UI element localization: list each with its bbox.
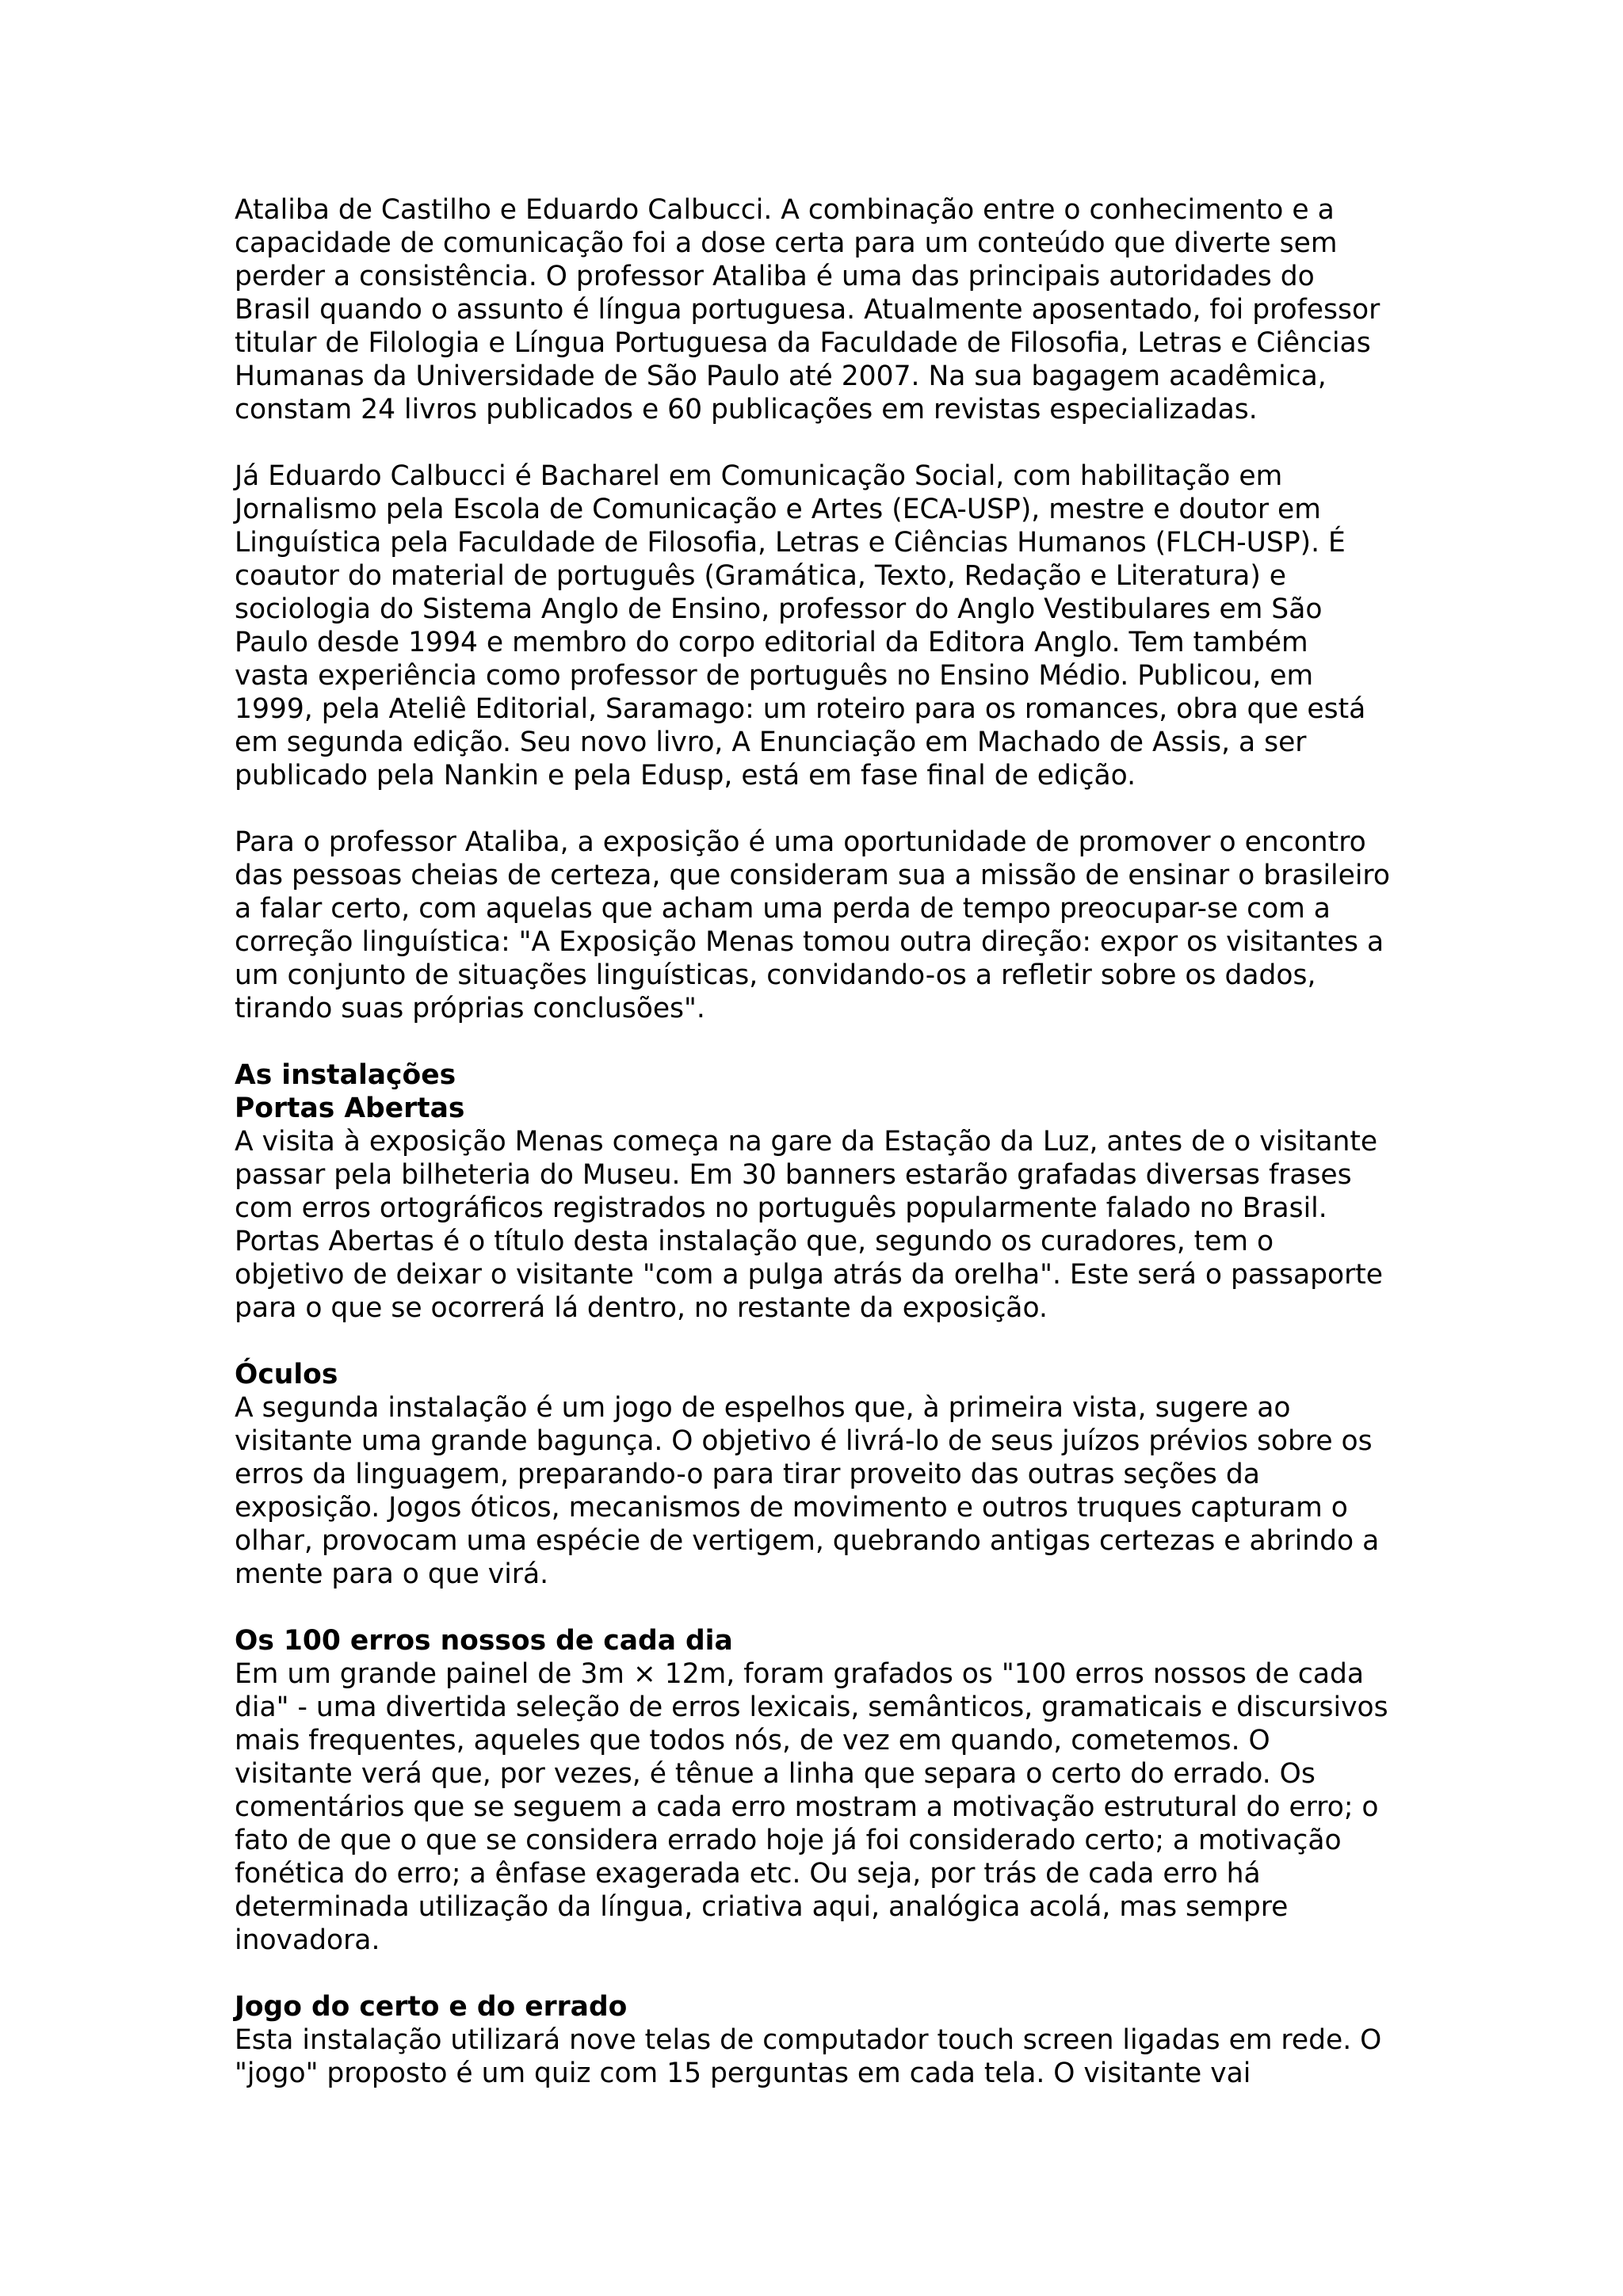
portas-abertas-text: A visita à exposição Menas começa na gare da Estação da Luz, antes de o visitante passar pela bilheteria do Museu. Em 30 banners estarão grafadas diversas frases com erros ortográficos registrados no português popularmente falado no Brasil. Portas Abertas é o título desta instalação que, segundo os curadores, tem o objetivo de deixar o visitante "com a pulga atrás da orelha". Este será o passaporte para o que se ocorrerá lá dentro, no restante da exposição. bbox=[235, 1126, 1384, 1324]
portas-abertas-heading: Portas Abertas bbox=[235, 1093, 465, 1124]
ataliba-paragraph: Para o professor Ataliba, a exposição é uma oportunidade de promover o encontro das pessoas cheias de certeza, que consideram sua a missão de ensinar o brasileiro a falar certo, com aquelas que acham uma perda de tempo preocupar-se com a correção linguística: "A Exposição Menas tomou outra direção: expor os visitantes a um conjunto de situações linguísticas, convidando-os a refletir sobre os dados, tirando suas próprias conclusões". bbox=[235, 826, 1390, 1024]
oculos-text: A segunda instalação é um jogo de espelhos que, à primeira vista, sugere ao visitante uma grande bagunça. O objetivo é livrá-lo de seus juízos prévios sobre os erros da linguagem, preparando-o para tirar proveito das outras seções da exposição. Jogos óticos, mecanismos de movimento e outros truques capturam o olhar, provocam uma espécie de vertigem, quebrando antigas certezas e abrindo a mente para o que virá. bbox=[235, 1392, 1380, 1590]
jogo-text: Esta instalação utilizará nove telas de computador touch screen ligadas em rede. O "jogo" proposto é um quiz com 15 perguntas em cada tela. O visitante vai bbox=[235, 2024, 1382, 2089]
jogo-heading: Jogo do certo e do errado bbox=[235, 1991, 628, 2023]
calbucci-paragraph: Já Eduardo Calbucci é Bacharel em Comunicação Social, com habilitação em Jornalismo pela Escola de Comunicação e Artes (ECA-USP), mestre e doutor em Linguística pela Faculdade de Filosofia, Letras e Ciências Humanos (FLCH-USP). É coautor do material de português (Gramática, Texto, Redação e Literatura) e sociologia do Sistema Anglo de Ensino, professor do Anglo Vestibulares em São Paulo desde 1994 e membro do corpo editorial da Editora Anglo. Tem também vasta experiência como professor de português no Ensino Médio. Publicou, em 1999, pela Ateliê Editorial, Saramago: um roteiro para os romances, obra que está em segunda edição. Seu novo livro, A Enunciação em Machado de Assis, a ser publicado pela Nankin e pela Edusp, está em fase final de edição. bbox=[235, 460, 1366, 791]
installations-section bbox=[235, 1058, 1407, 2090]
cem-erros-heading: Os 100 erros nossos de cada dia bbox=[235, 1625, 733, 1657]
intro-paragraph: Ataliba de Castilho e Eduardo Calbucci. A combinação entre o conhecimento e a capacidade de comunicação foi a dose certa para um conteúdo que diverte sem perder a consistência. O professor Ataliba é uma das principais autoridades do Brasil quando o assunto é língua portuguesa. Atualmente aposentado, foi professor titular de Filologia e Língua Portuguesa da Faculdade de Filosofia, Letras e Ciências Humanas da Universidade de São Paulo até 2007. Na sua bagagem acadêmica, constam 24 livros publicados e 60 publicações em revistas especializadas. bbox=[235, 194, 1381, 425]
document-page bbox=[235, 193, 1407, 2090]
cem-erros-text: Em um grande painel de 3m × 12m, foram grafados os "100 erros nossos de cada dia" - uma divertida seleção de erros lexicais, semânticos, gramaticais e discursivos mais frequentes, aqueles que todos nós, de vez em quando, cometemos. O visitante verá que, por vezes, é tênue a linha que separa o certo do errado. Os comentários que se seguem a cada erro mostram a motivação estrutural do erro; o fato de que o que se considera errado hoje já foi considerado certo; a motivação fonética do erro; a ênfase exagerada etc. Ou seja, por trás de cada erro há determinada utilização da língua, criativa aqui, analógica acolá, mas sempre inovadora. bbox=[235, 1658, 1388, 1956]
oculos-heading: Óculos bbox=[235, 1359, 338, 1390]
installations-heading: As instalações bbox=[235, 1059, 456, 1091]
